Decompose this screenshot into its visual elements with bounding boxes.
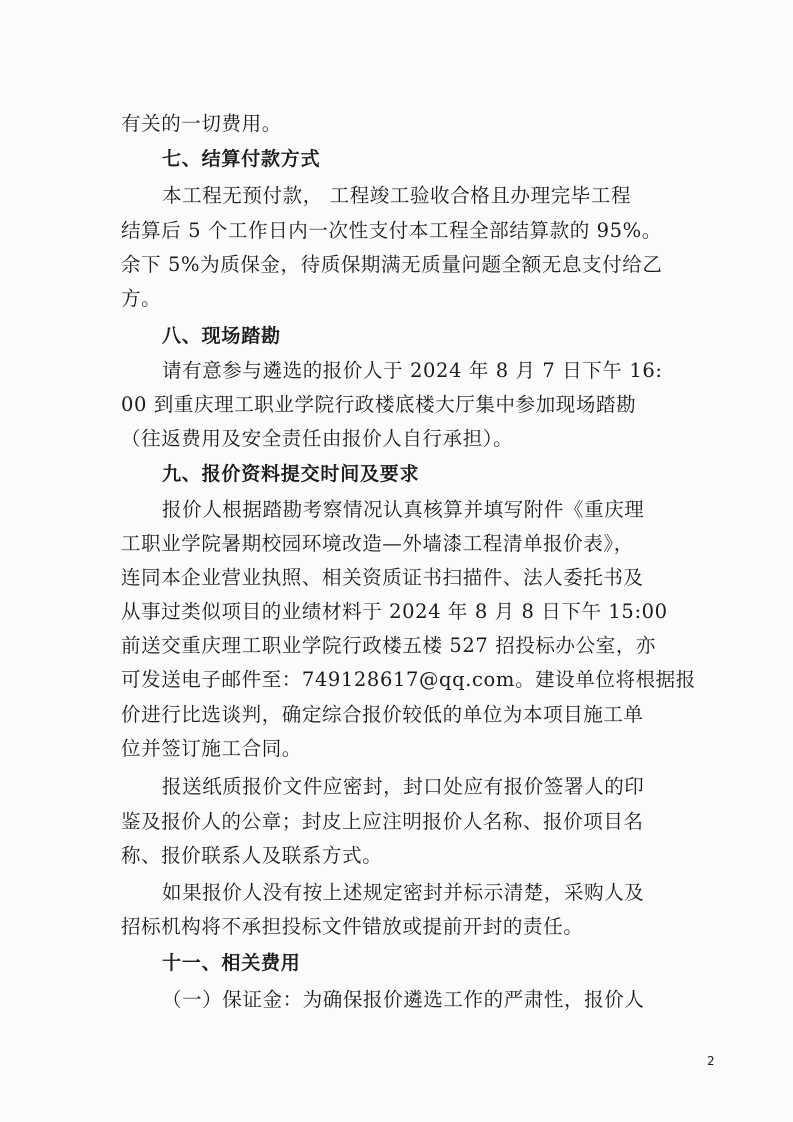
text-line: 称、报价联系人及联系方式。 bbox=[121, 844, 383, 867]
text-line: 从事过类似项目的业绩材料于 2024 年 8 月 8 日下午 15:00 bbox=[121, 600, 668, 623]
text-line: 如果报价人没有按上述规定密封并标示清楚，采购人及 bbox=[162, 881, 645, 904]
text-line: 报价人根据踏勘考察情况认真核算并填写附件《重庆理 bbox=[162, 498, 645, 521]
section-heading-8: 八、现场踏勘 bbox=[162, 325, 281, 347]
text-line: 结算后 5 个工作日内一次性支付本工程全部结算款的 95%。 bbox=[121, 219, 662, 242]
section-heading-9: 九、报价资料提交时间及要求 bbox=[162, 463, 420, 485]
text-line: 方。 bbox=[121, 287, 162, 310]
text-line: 余下 5%为质保金，待质保期满无质量问题全额无息支付给乙 bbox=[121, 253, 663, 276]
text-line: 请有意参与遴选的报价人于 2024 年 8 月 7 日下午 16: bbox=[162, 359, 663, 382]
text-line: 00 到重庆理工职业学院行政楼底楼大厅集中参加现场踏勘 bbox=[121, 393, 637, 416]
text-line: 有关的一切费用。 bbox=[121, 112, 282, 135]
text-line: （一）保证金：为确保报价遴选工作的严肃性，报价人 bbox=[162, 988, 645, 1011]
text-line: 报送纸质报价文件应密封，封口处应有报价签署人的印 bbox=[162, 775, 645, 798]
section-heading-11: 十一、相关费用 bbox=[162, 952, 301, 974]
text-line: 价进行比选谈判，确定综合报价较低的单位为本项目施工单 bbox=[121, 703, 644, 726]
section-heading-7: 七、结算付款方式 bbox=[162, 148, 321, 170]
text-line: 可发送电子邮件至：749128617@qq.com。建设单位将根据报 bbox=[121, 668, 696, 691]
text-line: 鉴及报价人的公章；封皮上应注明报价人名称、报价项目名 bbox=[121, 810, 644, 833]
text-line: 招标机构将不承担投标文件错放或提前开封的责任。 bbox=[121, 915, 584, 938]
text-line: （往返费用及安全责任由报价人自行承担）。 bbox=[121, 427, 514, 450]
text-line: 本工程无预付款， 工程竣工验收合格且办理完毕工程 bbox=[162, 184, 632, 207]
text-line: 连同本企业营业执照、相关资质证书扫描件、法人委托书及 bbox=[121, 566, 644, 589]
page-number: 2 bbox=[707, 1054, 715, 1068]
text-line: 位并签订施工合同。 bbox=[121, 737, 302, 760]
text-line: 工职业学院暑期校园环境改造—外墙漆工程清单报价表》， bbox=[121, 532, 634, 555]
text-line: 前送交重庆理工职业学院行政楼五楼 527 招投标办公室，亦 bbox=[121, 634, 657, 657]
